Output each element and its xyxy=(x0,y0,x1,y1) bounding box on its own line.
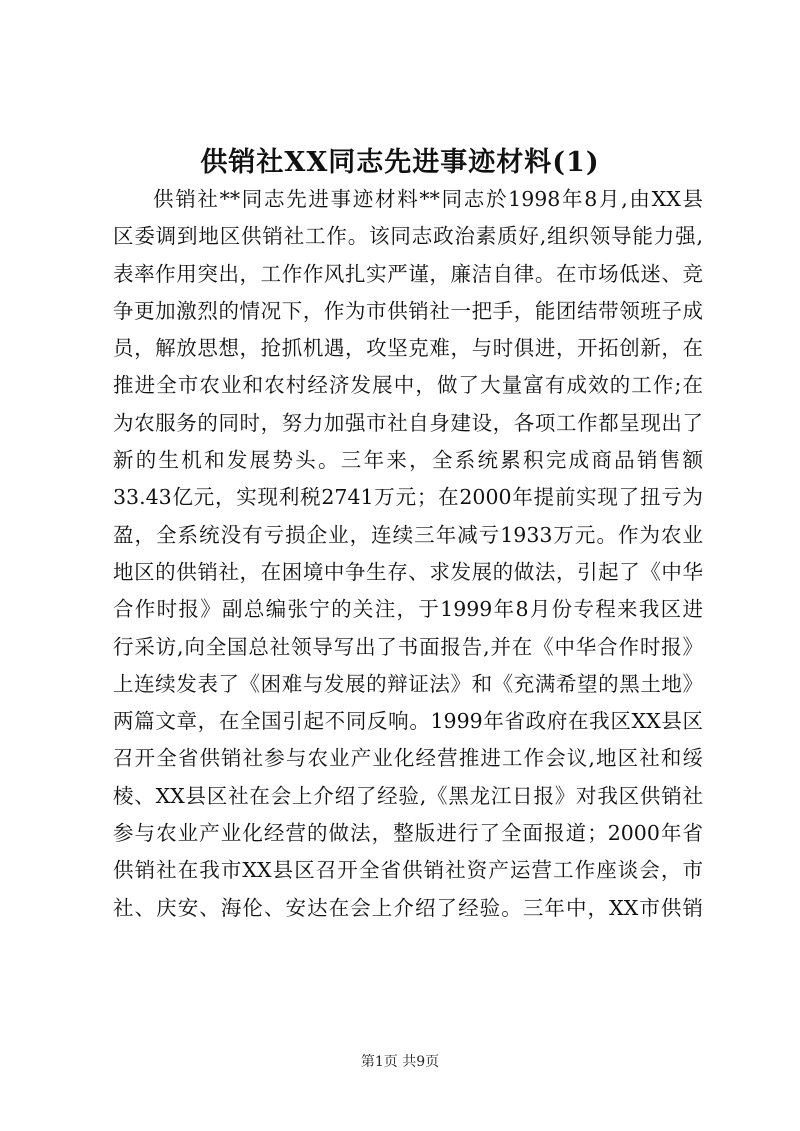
body-line: 行采访,向全国总社领导写出了书面报告,并在《中华合作时报》 xyxy=(113,634,703,659)
body-line: 两篇文章，在全国引起不同反响。1999年省政府在我区XX县区 xyxy=(113,709,703,734)
body-line: 供销社在我市XX县区召开全省供销社资产运营工作座谈会，市 xyxy=(113,858,703,883)
body-line: 参与农业产业化经营的做法，整版进行了全面报道；2000年省 xyxy=(113,821,703,846)
document-title: 供销社XX同志先进事迹材料(1) xyxy=(200,147,600,178)
body-line: 推进全市农业和农村经济发展中，做了大量富有成效的工作;在 xyxy=(113,373,703,398)
body-line: 争更加激烈的情况下，作为市供销社一把手，能团结带领班子成 xyxy=(113,298,703,323)
body-line: 棱、XX县区社在会上介绍了经验,《黑龙江日报》对我区供销社 xyxy=(113,783,703,808)
body-line: 社、庆安、海伦、安达在会上介绍了经验。三年中，XX市供销 xyxy=(113,895,703,920)
body-line: 合作时报》副总编张宁的关注，于1999年8月份专程来我区进 xyxy=(113,597,703,622)
body-line: 召开全省供销社参与农业产业化经营推进工作会议,地区社和绥 xyxy=(113,746,703,771)
body-line: 员，解放思想，抢抓机遇，攻坚克难，与时俱进，开拓创新，在 xyxy=(113,336,703,361)
body-line: 新的生机和发展势头。三年来，全系统累积完成商品销售额 xyxy=(113,448,703,473)
body-line: 区委调到地区供销社工作。该同志政治素质好,组织领导能力强, xyxy=(113,224,703,249)
body-line: 上连续发表了《困难与发展的辩证法》和《充满希望的黑土地》 xyxy=(113,671,703,696)
body-line: 地区的供销社，在困境中争生存、求发展的做法，引起了《中华 xyxy=(113,559,703,584)
body-line: 盈，全系统没有亏损企业，连续三年减亏1933万元。作为农业 xyxy=(113,522,703,547)
document-body xyxy=(113,181,703,927)
body-line: 33.43亿元，实现利税2741万元；在2000年提前实现了扭亏为 xyxy=(113,485,703,510)
body-line: 供销社**同志先进事迹材料**同志於1998年8月,由XX县 xyxy=(153,187,703,211)
body-line: 表率作用突出，工作作风扎实严谨，廉洁自律。在市场低迷、竞 xyxy=(113,261,703,286)
page-footer: 第1页 共9页 xyxy=(360,1054,440,1070)
body-line: 为农服务的同时，努力加强市社自身建设，各项工作都呈现出了 xyxy=(113,410,703,435)
